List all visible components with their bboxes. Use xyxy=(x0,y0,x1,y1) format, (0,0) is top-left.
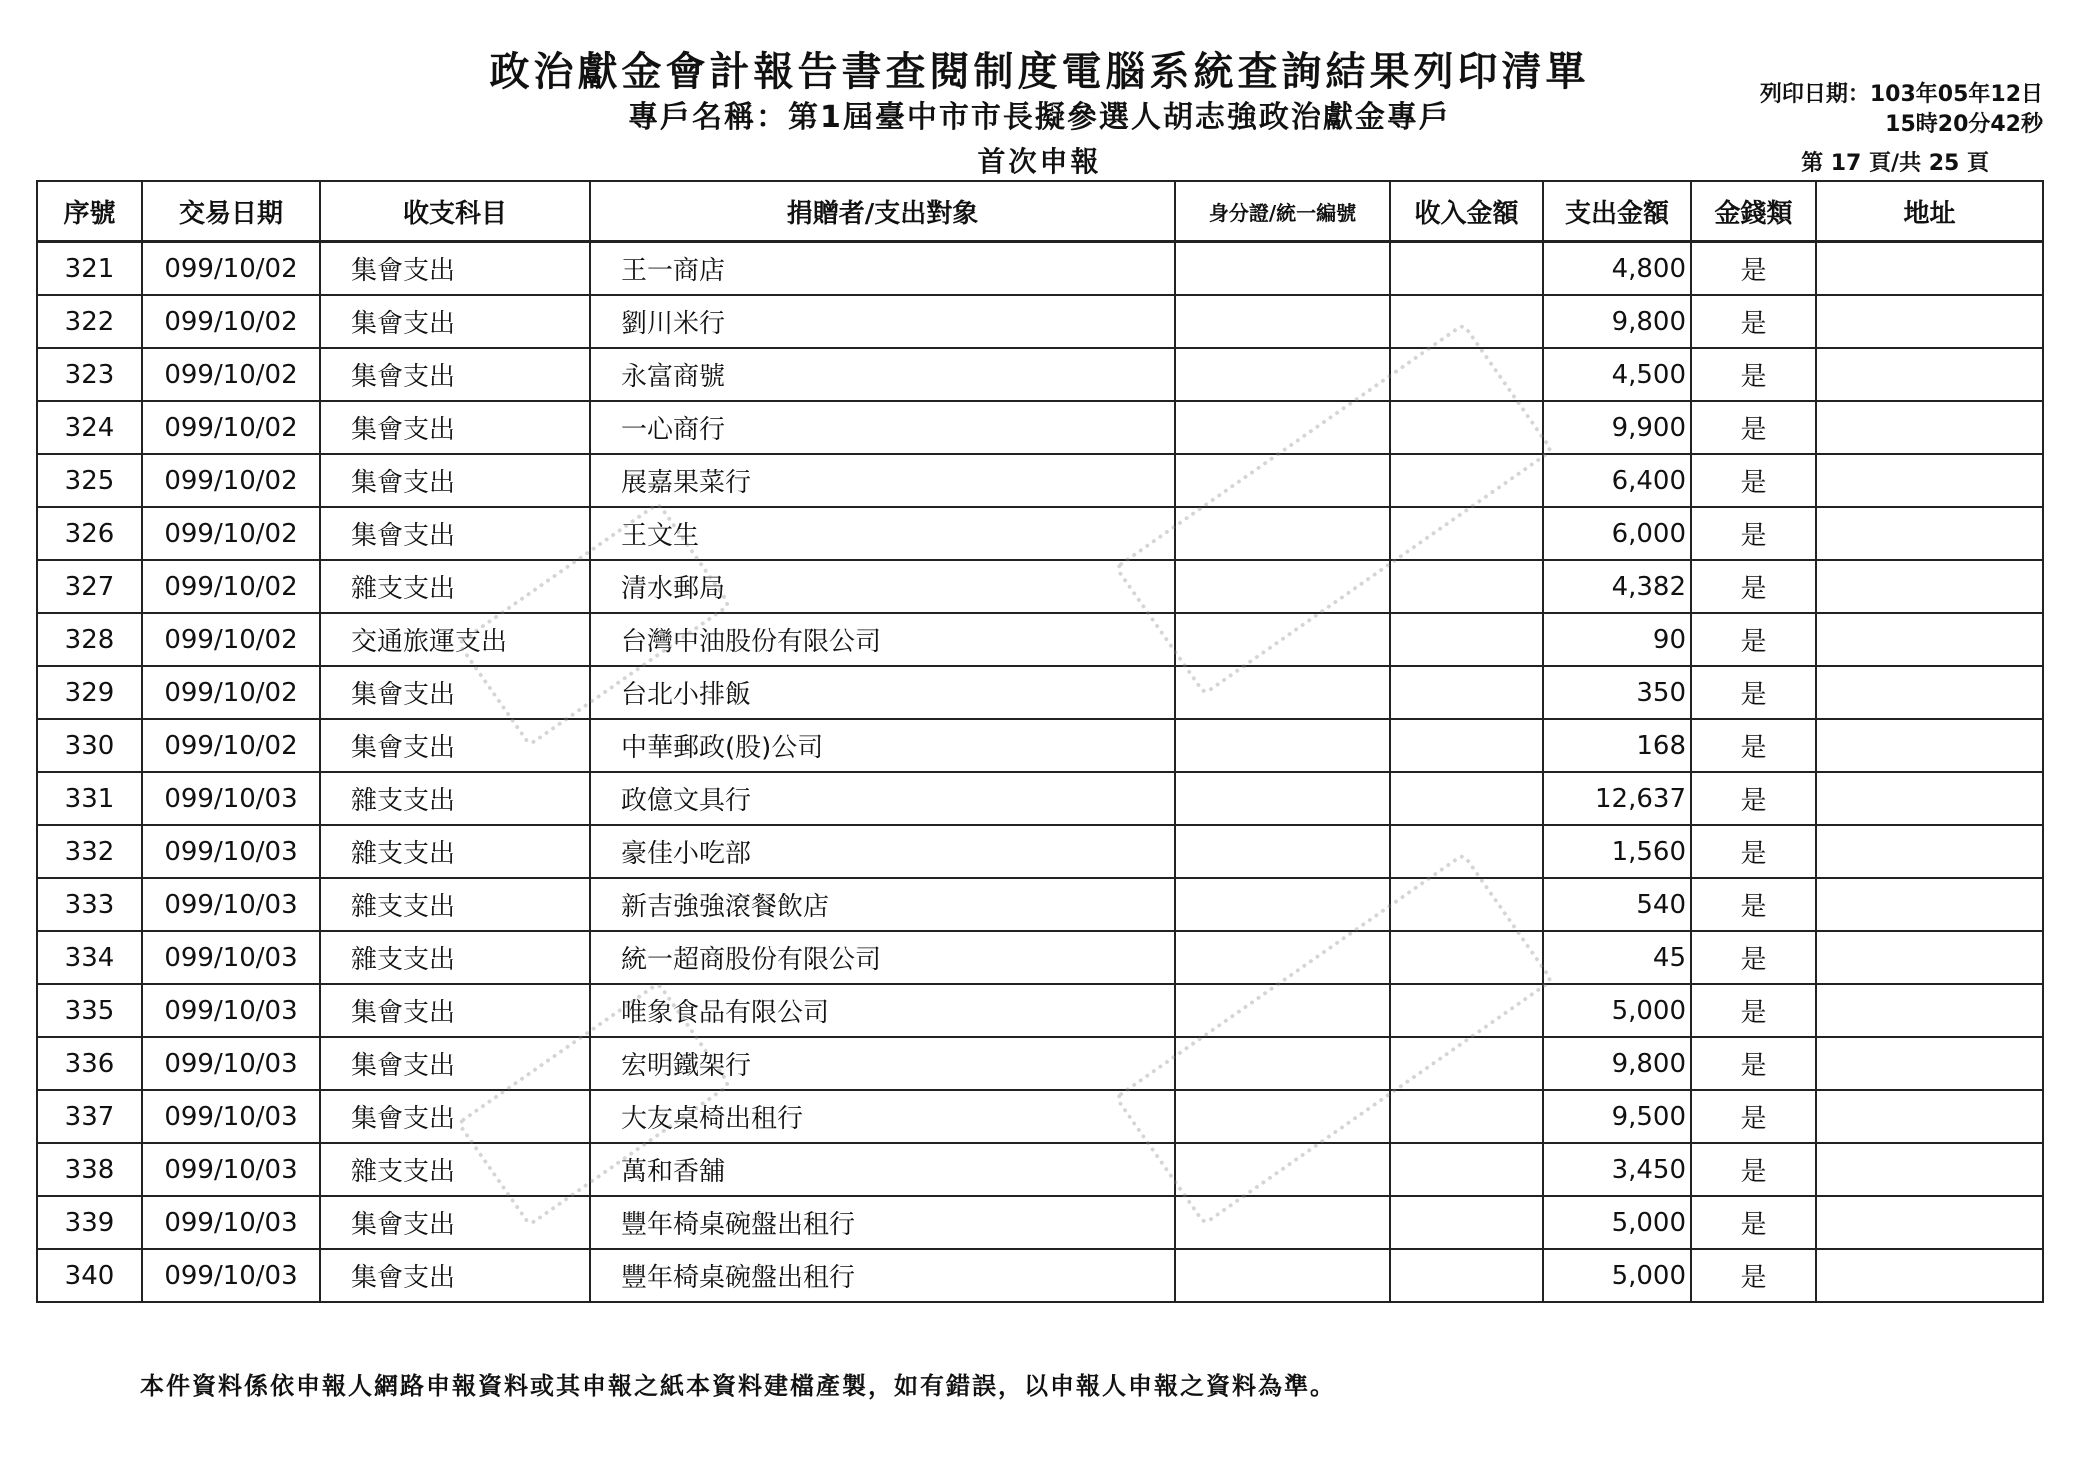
cell-party: 唯象食品有限公司 xyxy=(590,984,1175,1037)
cell-cash: 是 xyxy=(1691,1090,1816,1143)
cell-cash: 是 xyxy=(1691,1037,1816,1090)
report-title: 政治獻金會計報告書查閱制度電腦系統查詢結果列印清單 xyxy=(489,49,1590,95)
table-row xyxy=(37,295,2043,348)
cell-party: 新吉強強滾餐飲店 xyxy=(590,878,1175,931)
col-header-address: 地址 xyxy=(1816,181,2043,242)
cell-address xyxy=(1816,348,2043,401)
cell-party: 中華郵政(股)公司 xyxy=(590,719,1175,772)
cell-address xyxy=(1816,401,2043,454)
col-header-category: 收支科目 xyxy=(320,181,590,242)
cell-cash: 是 xyxy=(1691,348,1816,401)
print-date xyxy=(1760,80,2043,140)
table-body xyxy=(37,242,2043,1303)
cell-id xyxy=(1175,242,1390,296)
cell-id xyxy=(1175,931,1390,984)
cell-date: 099/10/03 xyxy=(142,772,320,825)
cell-party: 台北小排飯 xyxy=(590,666,1175,719)
cell-expense: 5,000 xyxy=(1543,1249,1691,1302)
cell-category: 雜支支出 xyxy=(320,825,590,878)
cell-id xyxy=(1175,1037,1390,1090)
cell-address xyxy=(1816,878,2043,931)
cell-date: 099/10/03 xyxy=(142,1143,320,1196)
cell-income xyxy=(1390,242,1543,296)
cell-party: 大友桌椅出租行 xyxy=(590,1090,1175,1143)
cell-cash: 是 xyxy=(1691,1196,1816,1249)
cell-date: 099/10/02 xyxy=(142,560,320,613)
col-header-expense: 支出金額 xyxy=(1543,181,1691,242)
cell-party: 豐年椅桌碗盤出租行 xyxy=(590,1249,1175,1302)
cell-date: 099/10/02 xyxy=(142,507,320,560)
cell-category: 集會支出 xyxy=(320,507,590,560)
cell-cash: 是 xyxy=(1691,1143,1816,1196)
cell-party: 宏明鐵架行 xyxy=(590,1037,1175,1090)
cell-category: 雜支支出 xyxy=(320,931,590,984)
col-header-cash: 金錢類 xyxy=(1691,181,1816,242)
table-row xyxy=(37,1090,2043,1143)
cell-cash: 是 xyxy=(1691,825,1816,878)
cell-category: 雜支支出 xyxy=(320,560,590,613)
cell-id xyxy=(1175,1249,1390,1302)
col-header-seq: 序號 xyxy=(37,181,142,242)
cell-id xyxy=(1175,719,1390,772)
cell-expense: 3,450 xyxy=(1543,1143,1691,1196)
cell-category: 集會支出 xyxy=(320,401,590,454)
cell-expense: 4,500 xyxy=(1543,348,1691,401)
cell-income xyxy=(1390,454,1543,507)
cell-income xyxy=(1390,1090,1543,1143)
footer-note: 本件資料係依申報人網路申報資料或其申報之紙本資料建檔產製，如有錯誤，以申報人申報之資料為準。 xyxy=(140,1372,1336,1400)
cell-income xyxy=(1390,772,1543,825)
cell-expense: 6,400 xyxy=(1543,454,1691,507)
cell-income xyxy=(1390,825,1543,878)
cell-category: 交通旅運支出 xyxy=(320,613,590,666)
cell-category: 集會支出 xyxy=(320,1249,590,1302)
table-row xyxy=(37,1037,2043,1090)
cell-address xyxy=(1816,507,2043,560)
cell-seq: 334 xyxy=(37,931,142,984)
table-row xyxy=(37,1143,2043,1196)
cell-cash: 是 xyxy=(1691,242,1816,296)
cell-expense: 4,382 xyxy=(1543,560,1691,613)
cell-cash: 是 xyxy=(1691,560,1816,613)
table-row xyxy=(37,507,2043,560)
cell-id xyxy=(1175,348,1390,401)
cell-id xyxy=(1175,878,1390,931)
cell-id xyxy=(1175,666,1390,719)
table-row xyxy=(37,931,2043,984)
col-header-id: 身分證/統一編號 xyxy=(1175,181,1390,242)
cell-address xyxy=(1816,984,2043,1037)
cell-address xyxy=(1816,719,2043,772)
cell-category: 集會支出 xyxy=(320,1037,590,1090)
cell-category: 雜支支出 xyxy=(320,772,590,825)
print-date-line1: 列印日期：103年05年12日 xyxy=(1759,82,2043,107)
cell-party: 豪佳小吃部 xyxy=(590,825,1175,878)
cell-income xyxy=(1390,295,1543,348)
table-row xyxy=(37,878,2043,931)
cell-seq: 328 xyxy=(37,613,142,666)
account-name: 專戶名稱：第1屆臺中市市長擬參選人胡志強政治獻金專戶 xyxy=(628,100,1451,135)
cell-id xyxy=(1175,772,1390,825)
cell-category: 集會支出 xyxy=(320,666,590,719)
cell-seq: 327 xyxy=(37,560,142,613)
cell-id xyxy=(1175,613,1390,666)
cell-id xyxy=(1175,984,1390,1037)
cell-income xyxy=(1390,1143,1543,1196)
cell-id xyxy=(1175,507,1390,560)
cell-income xyxy=(1390,666,1543,719)
cell-category: 集會支出 xyxy=(320,984,590,1037)
cell-cash: 是 xyxy=(1691,401,1816,454)
cell-cash: 是 xyxy=(1691,295,1816,348)
table-row xyxy=(37,401,2043,454)
cell-party: 萬和香舖 xyxy=(590,1143,1175,1196)
table-row xyxy=(37,1196,2043,1249)
cell-id xyxy=(1175,295,1390,348)
table-row xyxy=(37,242,2043,296)
table-header-row xyxy=(37,181,2043,242)
table-row xyxy=(37,613,2043,666)
cell-income xyxy=(1390,984,1543,1037)
cell-category: 集會支出 xyxy=(320,242,590,296)
cell-category: 集會支出 xyxy=(320,719,590,772)
cell-address xyxy=(1816,242,2043,296)
cell-seq: 323 xyxy=(37,348,142,401)
cell-seq: 324 xyxy=(37,401,142,454)
table-row xyxy=(37,560,2043,613)
cell-id xyxy=(1175,454,1390,507)
cell-party: 王文生 xyxy=(590,507,1175,560)
cell-party: 統一超商股份有限公司 xyxy=(590,931,1175,984)
cell-category: 集會支出 xyxy=(320,348,590,401)
cell-category: 雜支支出 xyxy=(320,1143,590,1196)
table-row xyxy=(37,1249,2043,1302)
cell-date: 099/10/03 xyxy=(142,1090,320,1143)
cell-id xyxy=(1175,1090,1390,1143)
cell-id xyxy=(1175,1143,1390,1196)
cell-expense: 6,000 xyxy=(1543,507,1691,560)
cell-cash: 是 xyxy=(1691,719,1816,772)
cell-date: 099/10/02 xyxy=(142,613,320,666)
cell-address xyxy=(1816,666,2043,719)
cell-seq: 339 xyxy=(37,1196,142,1249)
ledger-table xyxy=(36,180,2044,1303)
cell-category: 集會支出 xyxy=(320,1196,590,1249)
cell-address xyxy=(1816,1249,2043,1302)
cell-expense: 9,500 xyxy=(1543,1090,1691,1143)
cell-cash: 是 xyxy=(1691,454,1816,507)
cell-date: 099/10/03 xyxy=(142,878,320,931)
report-type: 首次申報 xyxy=(977,145,1102,178)
print-date-line2: 15時20分42秒 xyxy=(1885,112,2043,137)
cell-seq: 330 xyxy=(37,719,142,772)
cell-income xyxy=(1390,1249,1543,1302)
cell-cash: 是 xyxy=(1691,613,1816,666)
cell-income xyxy=(1390,348,1543,401)
cell-address xyxy=(1816,772,2043,825)
cell-id xyxy=(1175,1196,1390,1249)
cell-id xyxy=(1175,560,1390,613)
cell-date: 099/10/02 xyxy=(142,454,320,507)
cell-income xyxy=(1390,507,1543,560)
col-header-income: 收入金額 xyxy=(1390,181,1543,242)
cell-income xyxy=(1390,560,1543,613)
cell-cash: 是 xyxy=(1691,507,1816,560)
cell-expense: 12,637 xyxy=(1543,772,1691,825)
cell-expense: 5,000 xyxy=(1543,1196,1691,1249)
cell-expense: 5,000 xyxy=(1543,984,1691,1037)
cell-cash: 是 xyxy=(1691,772,1816,825)
cell-expense: 540 xyxy=(1543,878,1691,931)
cell-seq: 329 xyxy=(37,666,142,719)
cell-address xyxy=(1816,613,2043,666)
table-row xyxy=(37,666,2043,719)
cell-seq: 332 xyxy=(37,825,142,878)
cell-date: 099/10/02 xyxy=(142,295,320,348)
cell-date: 099/10/02 xyxy=(142,719,320,772)
cell-seq: 322 xyxy=(37,295,142,348)
cell-cash: 是 xyxy=(1691,878,1816,931)
cell-income xyxy=(1390,719,1543,772)
cell-category: 集會支出 xyxy=(320,454,590,507)
cell-expense: 45 xyxy=(1543,931,1691,984)
cell-party: 永富商號 xyxy=(590,348,1175,401)
table-row xyxy=(37,719,2043,772)
cell-seq: 335 xyxy=(37,984,142,1037)
cell-income xyxy=(1390,401,1543,454)
cell-date: 099/10/03 xyxy=(142,825,320,878)
cell-date: 099/10/03 xyxy=(142,1037,320,1090)
cell-party: 一心商行 xyxy=(590,401,1175,454)
cell-category: 集會支出 xyxy=(320,1090,590,1143)
cell-party: 台灣中油股份有限公司 xyxy=(590,613,1175,666)
cell-expense: 9,800 xyxy=(1543,1037,1691,1090)
cell-seq: 331 xyxy=(37,772,142,825)
cell-party: 劉川米行 xyxy=(590,295,1175,348)
cell-income xyxy=(1390,878,1543,931)
cell-cash: 是 xyxy=(1691,666,1816,719)
cell-party: 王一商店 xyxy=(590,242,1175,296)
col-header-date: 交易日期 xyxy=(142,181,320,242)
cell-address xyxy=(1816,1143,2043,1196)
cell-party: 清水郵局 xyxy=(590,560,1175,613)
cell-date: 099/10/02 xyxy=(142,348,320,401)
cell-expense: 1,560 xyxy=(1543,825,1691,878)
page-info: 第 17 頁/共 25 頁 xyxy=(1801,151,1989,176)
cell-party: 政億文具行 xyxy=(590,772,1175,825)
cell-date: 099/10/03 xyxy=(142,1249,320,1302)
cell-seq: 326 xyxy=(37,507,142,560)
cell-address xyxy=(1816,295,2043,348)
cell-expense: 168 xyxy=(1543,719,1691,772)
cell-date: 099/10/02 xyxy=(142,401,320,454)
cell-date: 099/10/03 xyxy=(142,1196,320,1249)
cell-seq: 321 xyxy=(37,242,142,296)
cell-address xyxy=(1816,825,2043,878)
cell-seq: 336 xyxy=(37,1037,142,1090)
cell-seq: 325 xyxy=(37,454,142,507)
table-row xyxy=(37,454,2043,507)
cell-income xyxy=(1390,613,1543,666)
cell-address xyxy=(1816,931,2043,984)
cell-cash: 是 xyxy=(1691,931,1816,984)
cell-date: 099/10/02 xyxy=(142,666,320,719)
cell-cash: 是 xyxy=(1691,984,1816,1037)
cell-seq: 333 xyxy=(37,878,142,931)
cell-id xyxy=(1175,401,1390,454)
cell-expense: 9,800 xyxy=(1543,295,1691,348)
cell-category: 集會支出 xyxy=(320,295,590,348)
cell-expense: 9,900 xyxy=(1543,401,1691,454)
cell-address xyxy=(1816,1196,2043,1249)
cell-address xyxy=(1816,1090,2043,1143)
cell-party: 展嘉果菜行 xyxy=(590,454,1175,507)
cell-expense: 4,800 xyxy=(1543,242,1691,296)
table-row xyxy=(37,984,2043,1037)
cell-category: 雜支支出 xyxy=(320,878,590,931)
cell-address xyxy=(1816,560,2043,613)
cell-income xyxy=(1390,1196,1543,1249)
cell-party: 豐年椅桌碗盤出租行 xyxy=(590,1196,1175,1249)
cell-date: 099/10/03 xyxy=(142,984,320,1037)
cell-date: 099/10/03 xyxy=(142,931,320,984)
cell-address xyxy=(1816,1037,2043,1090)
col-header-party: 捐贈者/支出對象 xyxy=(590,181,1175,242)
table-row xyxy=(37,348,2043,401)
cell-seq: 340 xyxy=(37,1249,142,1302)
cell-expense: 350 xyxy=(1543,666,1691,719)
table-row xyxy=(37,772,2043,825)
cell-income xyxy=(1390,1037,1543,1090)
cell-income xyxy=(1390,931,1543,984)
cell-date: 099/10/02 xyxy=(142,242,320,296)
cell-address xyxy=(1816,454,2043,507)
cell-seq: 337 xyxy=(37,1090,142,1143)
cell-expense: 90 xyxy=(1543,613,1691,666)
cell-cash: 是 xyxy=(1691,1249,1816,1302)
cell-seq: 338 xyxy=(37,1143,142,1196)
cell-id xyxy=(1175,825,1390,878)
table-row xyxy=(37,825,2043,878)
